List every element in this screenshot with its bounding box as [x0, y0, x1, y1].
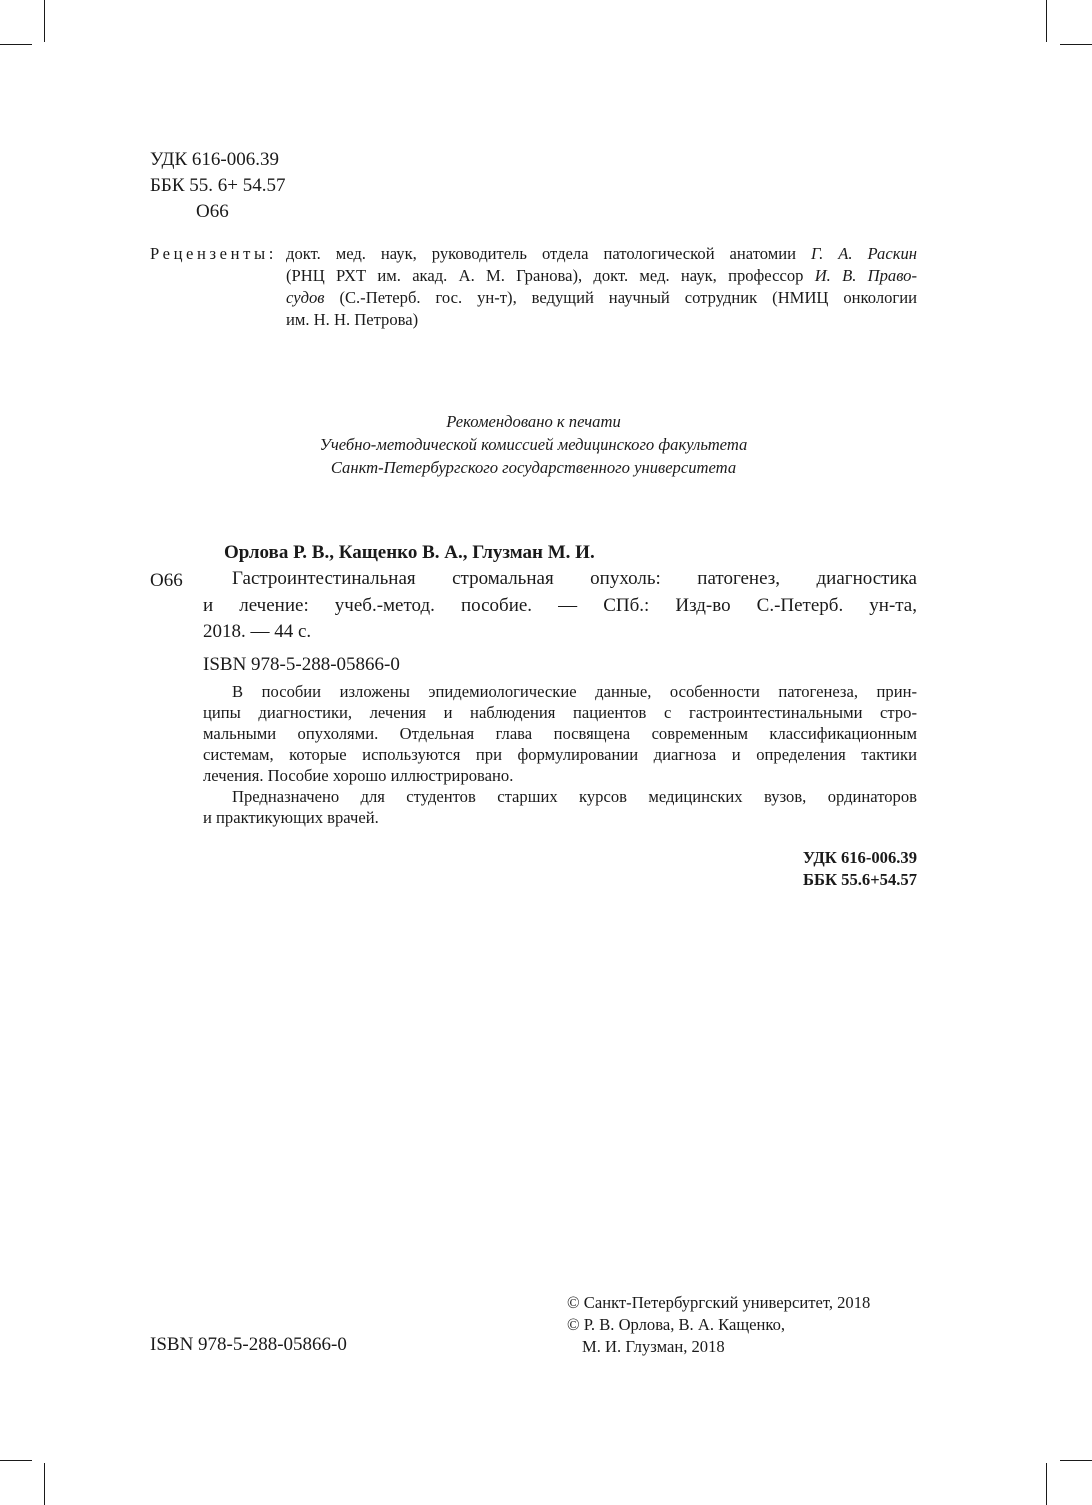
crop-mark — [44, 0, 45, 42]
crop-mark — [0, 1460, 32, 1461]
recommendation-line: Санкт-Петербургского государственного университета — [330, 458, 737, 477]
reviewers-label: Рецензенты: — [150, 244, 277, 263]
abstract-line: ципы диагностики, лечения и наблюдения пациентов с гастроинтестинальными стро- — [203, 703, 917, 722]
reviewer-name: судов — [286, 288, 325, 307]
entry-sign: О66 — [150, 570, 183, 591]
abstract-line: В пособии изложены эпидемиологические данные, особенности патогенеза, прин- — [232, 682, 917, 701]
crop-mark — [1046, 1463, 1047, 1505]
reviewer-name: И. В. Право- — [814, 266, 918, 285]
crop-mark — [44, 1463, 45, 1505]
header-bbk: ББК 55. 6+ 54.57 — [150, 175, 286, 196]
entry-title-line: 2018. — 44 с. — [203, 621, 312, 642]
recommendation-line: Учебно-методической комиссией медицинского факультета — [319, 435, 748, 454]
abstract-line: мальными опухолями. Отдельная глава посвящена современным классификационным — [203, 724, 917, 743]
reviewers-line: (РНЦ РХТ им. акад. А. М. Гранова), докт. мед. наук, профессор И. В. Право- — [286, 266, 918, 285]
abstract-line: системам, которые используются при формулировании диагноза и определения тактики — [203, 745, 917, 764]
header-author-sign: О66 — [196, 201, 229, 222]
entry-title-line: Гастроинтестинальная стромальная опухоль: патогенез, диагностика — [232, 568, 917, 589]
recommendation-line: Рекомендовано к печати — [446, 412, 621, 431]
entry-isbn: ISBN 978-5-288-05866-0 — [203, 654, 400, 675]
crop-mark — [0, 44, 32, 45]
footer-copyright: М. И. Глузман, 2018 — [582, 1337, 725, 1356]
classification-udk: УДК 616-006.39 — [802, 848, 917, 867]
reviewers-line: докт. мед. наук, руководитель отдела патологической анатомии Г. А. Раскин — [286, 244, 917, 263]
recommendation — [150, 410, 917, 479]
abstract-line: и практикующих врачей. — [203, 808, 379, 827]
entry-title-line: и лечение: учеб.-метод. пособие. — СПб.: Изд-во С.-Петерб. ун-та, — [203, 595, 917, 616]
crop-mark — [1060, 44, 1092, 45]
footer-copyright: © Р. В. Орлова, В. А. Кащенко, — [567, 1315, 786, 1334]
crop-mark — [1060, 1460, 1092, 1461]
entry-authors: Орлова Р. В., Кащенко В. А., Глузман М. И. — [224, 542, 595, 563]
reviewer-name: Г. А. Раскин — [810, 244, 917, 263]
footer-copyright: © Санкт-Петербургский университет, 2018 — [567, 1293, 871, 1312]
footer-isbn: ISBN 978-5-288-05866-0 — [150, 1334, 347, 1355]
crop-mark — [1046, 0, 1047, 42]
reviewers-line: им. Н. Н. Петрова) — [286, 310, 419, 329]
abstract-line: Предназначено для студентов старших курсов медицинских вузов, ординаторов — [232, 787, 917, 806]
abstract-line: лечения. Пособие хорошо иллюстрировано. — [203, 766, 514, 785]
classification-bbk: ББК 55.6+54.57 — [803, 870, 917, 889]
reviewers-line: судов (С.-Петерб. гос. ун-т), ведущий научный сотрудник (НМИЦ онкологии — [286, 288, 917, 307]
header-udk: УДК 616-006.39 — [150, 149, 279, 170]
